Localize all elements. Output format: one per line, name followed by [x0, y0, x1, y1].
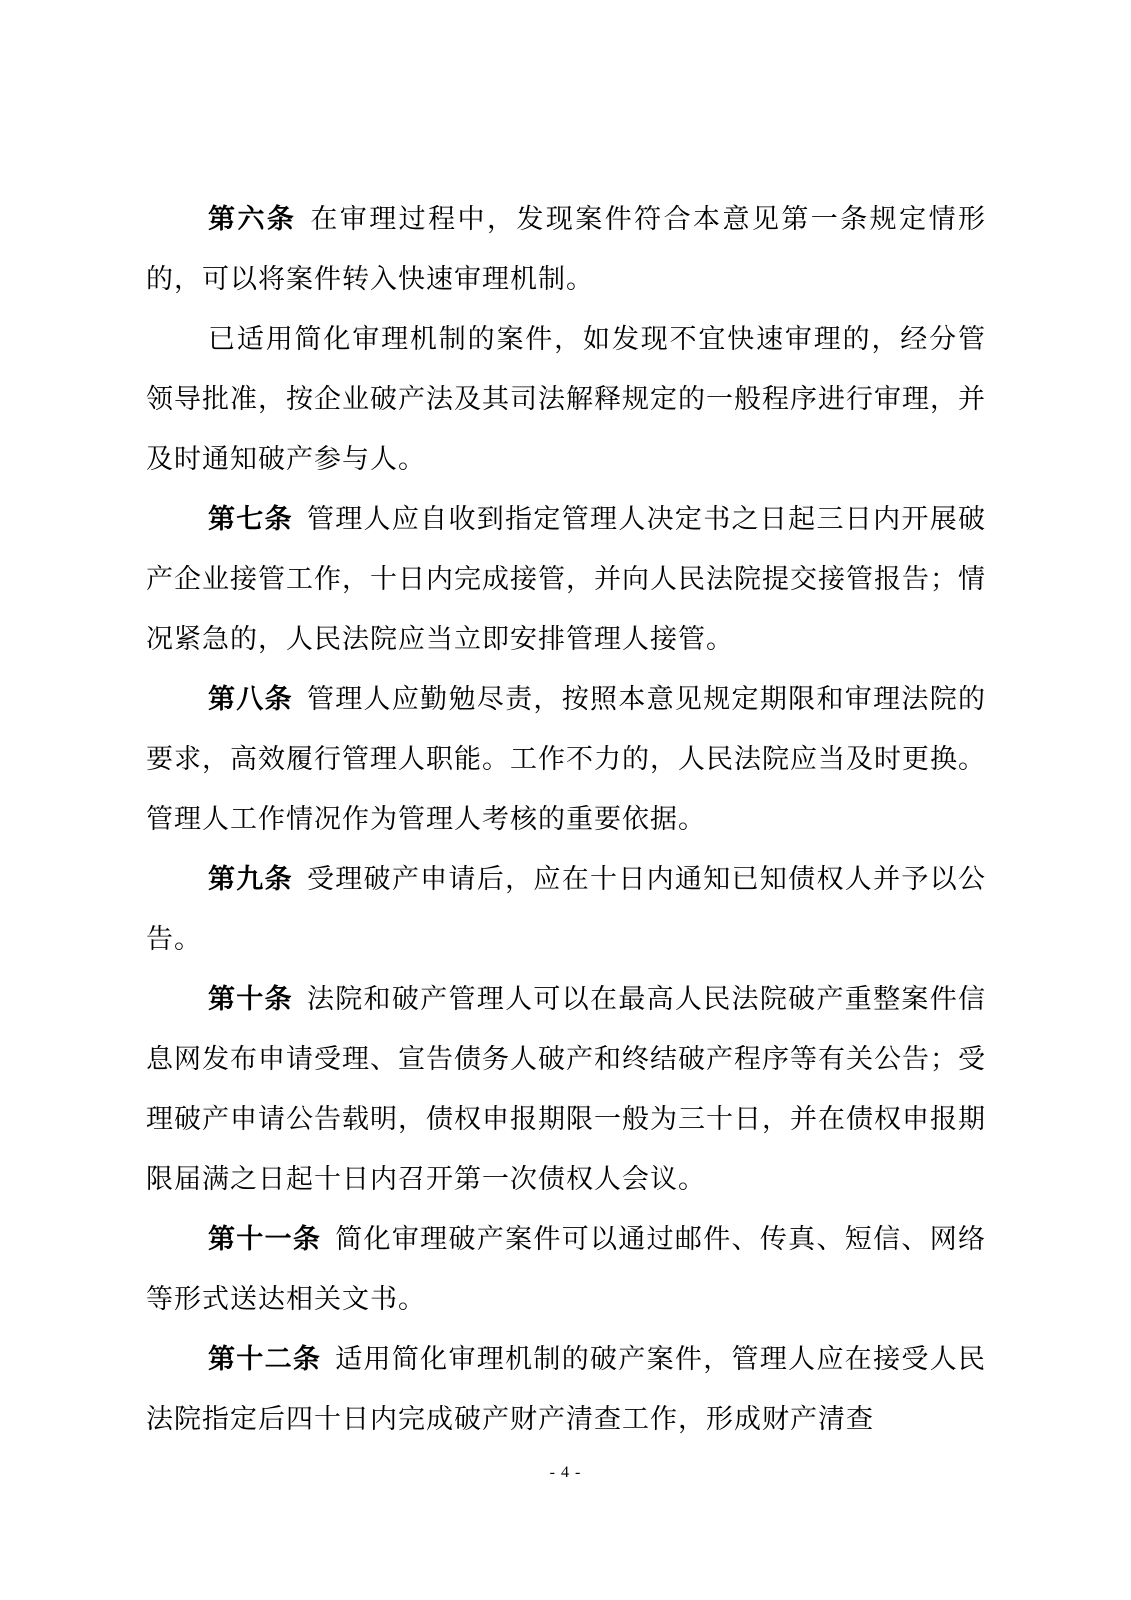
- paragraph-text: 管理人应自收到指定管理人决定书之日起三日内开展破产企业接管工作，十日内完成接管，并向人民法院提交接管报告；情况紧急的，人民法院应当立即安排管理人接管。: [146, 504, 987, 655]
- paragraph-article-6: [146, 190, 986, 310]
- paragraph-article-8: [146, 670, 986, 850]
- paragraph-article-7: [146, 490, 986, 670]
- paragraph-text: 适用简化审理机制的破产案件，管理人应在接受人民法院指定后四十日内完成破产财产清查工作，形成财产清查: [146, 1344, 987, 1435]
- article-heading: 第十一条: [208, 1224, 322, 1255]
- paragraph-article-6-continued: [146, 310, 986, 490]
- paragraph-text: 在审理过程中，发现案件符合本意见第一条规定情形的，可以将案件转入快速审理机制。: [146, 204, 987, 295]
- article-heading: 第七条: [208, 504, 293, 535]
- paragraph-text: 管理人应勤勉尽责，按照本意见规定期限和审理法院的要求，高效履行管理人职能。工作不力的，人民法院应当及时更换。管理人工作情况作为管理人考核的重要依据。: [146, 684, 987, 835]
- paragraph-article-10: [146, 970, 986, 1210]
- article-heading: 第九条: [208, 864, 293, 895]
- article-heading: 第八条: [208, 684, 293, 715]
- document-body: [146, 190, 986, 1450]
- paragraph-article-9: [146, 850, 986, 970]
- article-heading: 第十条: [208, 984, 293, 1015]
- article-heading: 第十二条: [208, 1344, 322, 1375]
- article-heading: 第六条: [208, 204, 297, 235]
- paragraph-text: 法院和破产管理人可以在最高人民法院破产重整案件信息网发布申请受理、宣告债务人破产和终结破产程序等有关公告；受理破产申请公告载明，债权申报期限一般为三十日，并在债权申报期限届满之日起十日内召开第一次债权人会议。: [146, 984, 987, 1195]
- paragraph-article-11: [146, 1210, 986, 1330]
- paragraph-text: 受理破产申请后，应在十日内通知已知债权人并予以公告。: [146, 864, 987, 955]
- paragraph-text: 已适用简化审理机制的案件，如发现不宜快速审理的，经分管领导批准，按企业破产法及其司法解释规定的一般程序进行审理，并及时通知破产参与人。: [146, 324, 986, 475]
- page-number: - 4 -: [549, 1464, 582, 1481]
- paragraph-article-12: [146, 1330, 986, 1450]
- paragraph-text: 简化审理破产案件可以通过邮件、传真、短信、网络等形式送达相关文书。: [146, 1224, 987, 1315]
